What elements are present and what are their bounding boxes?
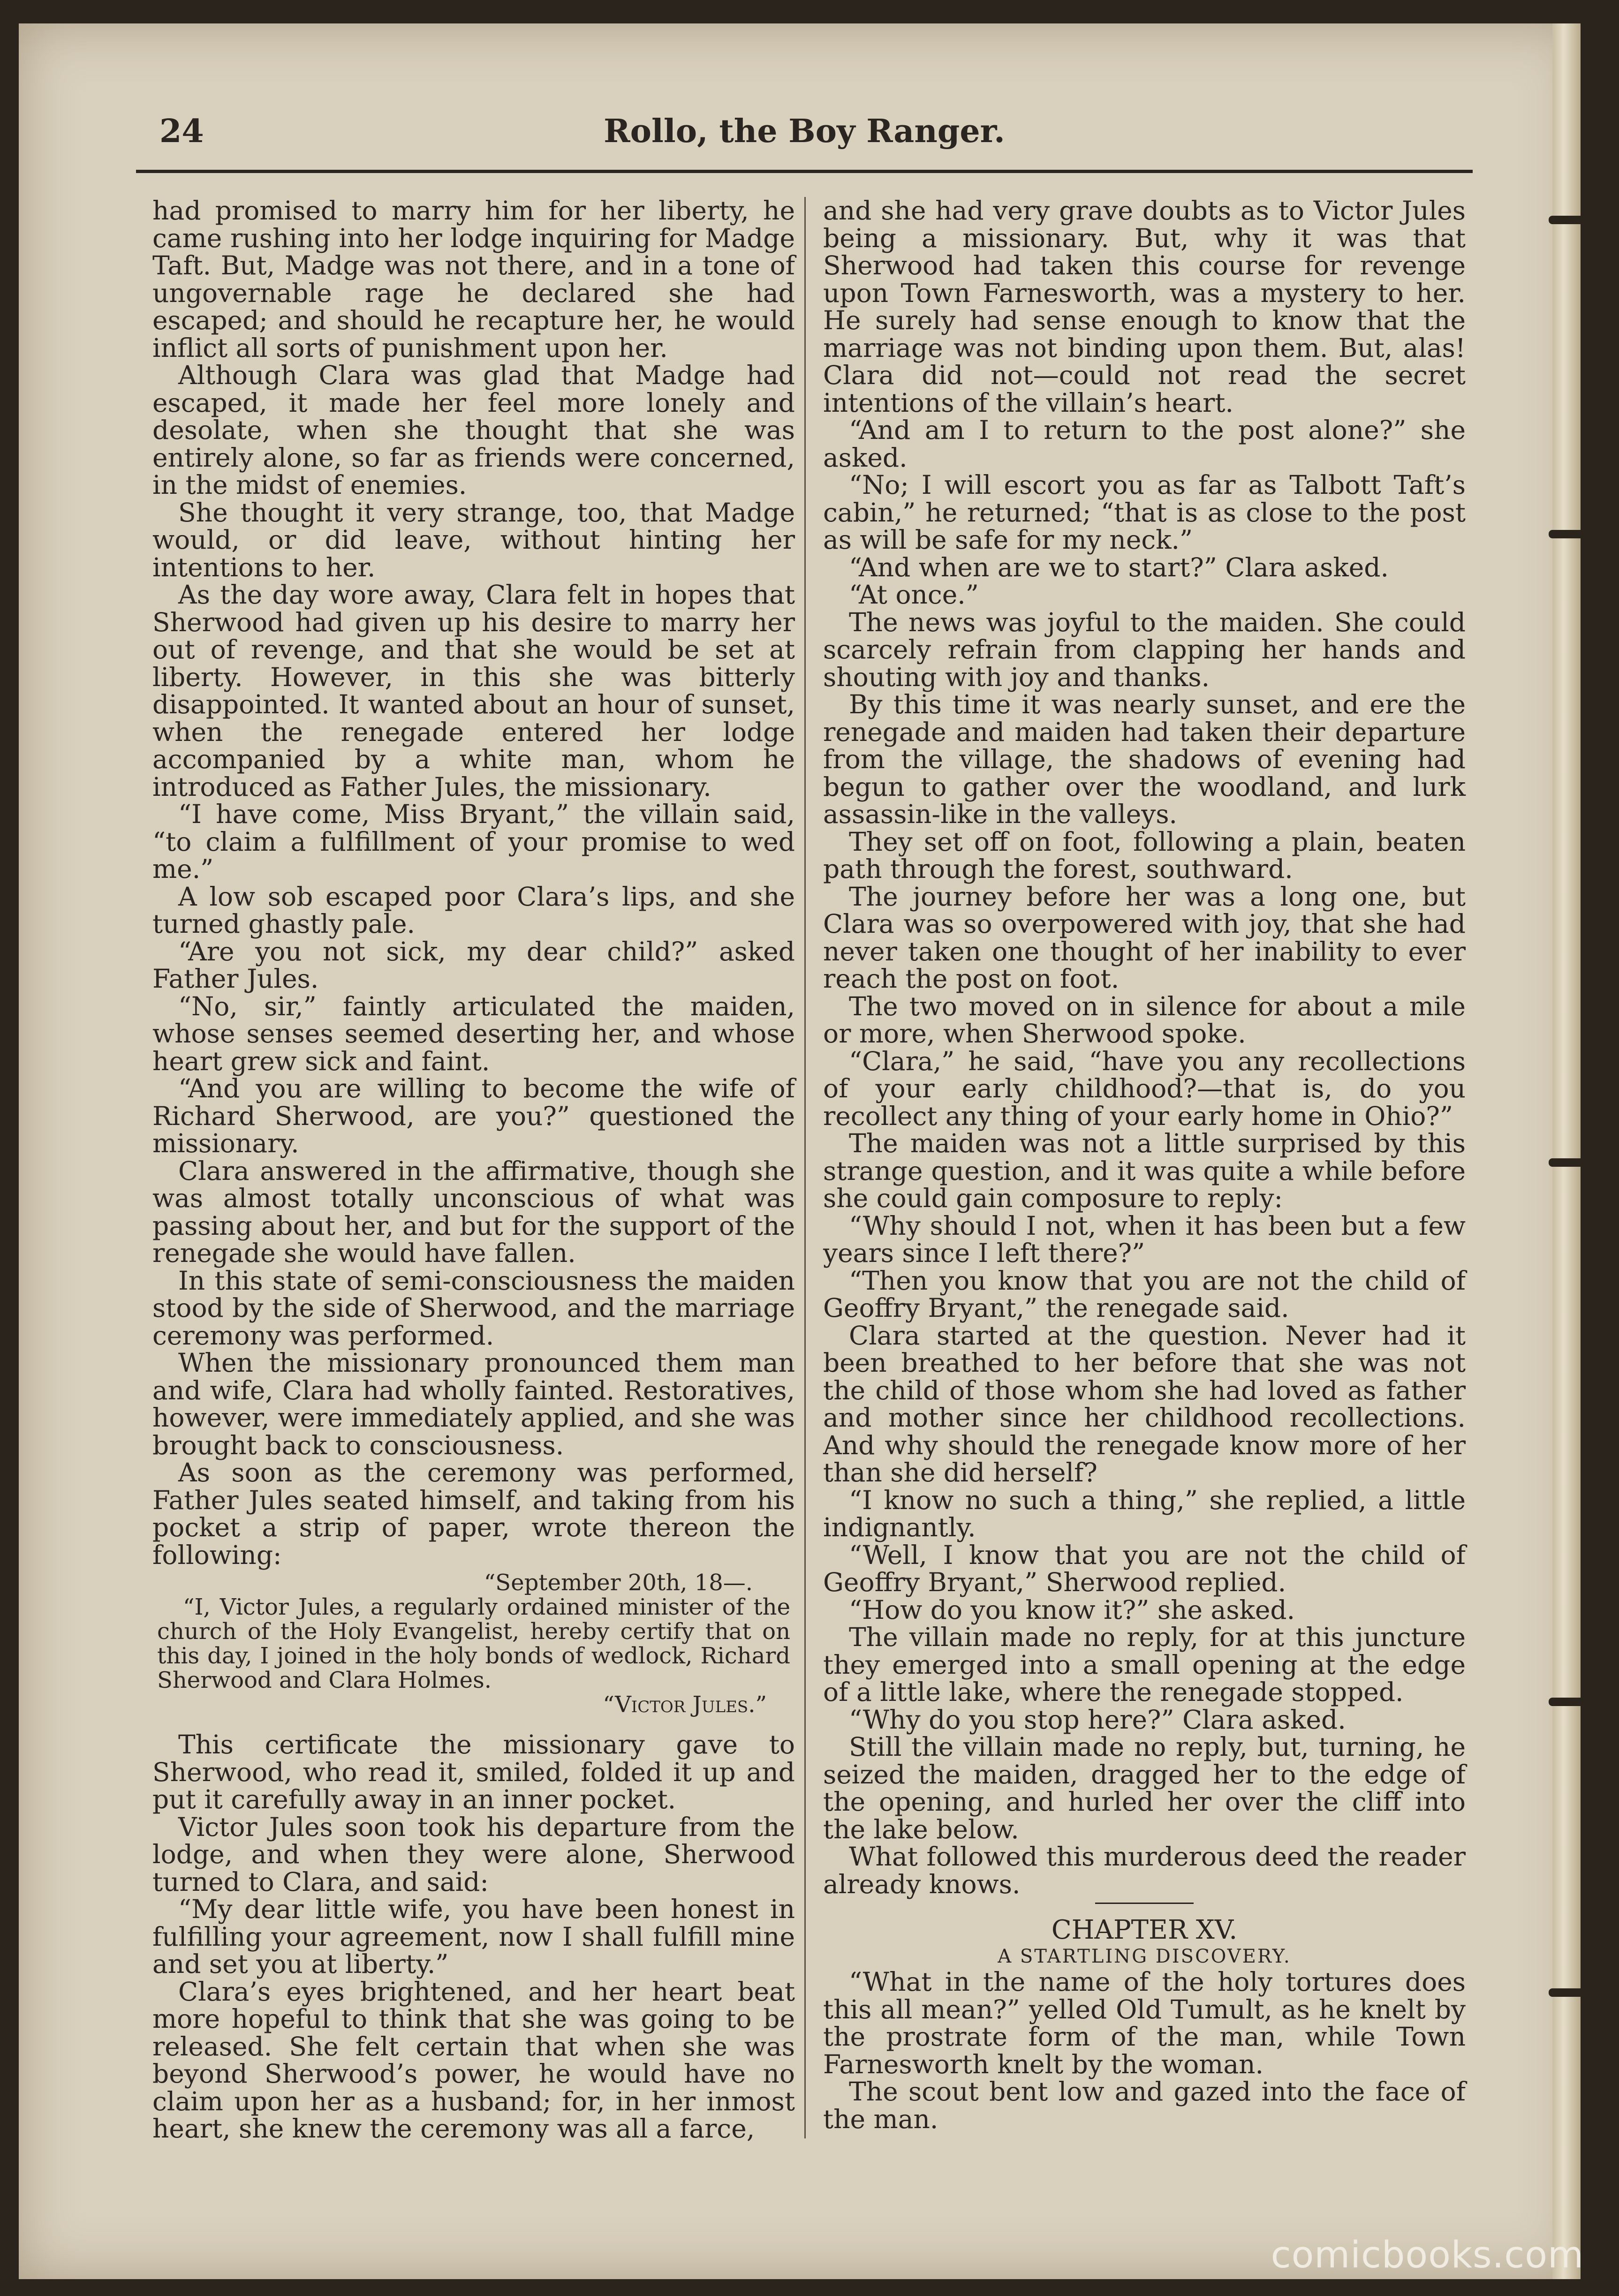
paragraph: “Well, I know that you are not the child of Geoffry Bryant,” Sherwood replied. xyxy=(823,1540,1466,1597)
chapter-subheading: A STARTLING DISCOVERY. xyxy=(998,1946,1291,1967)
paragraph: What followed this murderous deed the reader already knows. xyxy=(823,1842,1466,1899)
paragraph: The scout bent low and gazed into the face of the man. xyxy=(823,2077,1466,2134)
paragraph: “What in the name of the holy tortures does this all mean?” yelled Old Tumult, as he knelt by the prostrate form of the man, while Town Farnesworth knelt by the woman. xyxy=(823,1967,1466,2079)
paragraph: A low sob escaped poor Clara’s lips, and she turned ghastly pale. xyxy=(152,881,795,939)
paragraph: “And am I to return to the post alone?” she asked. xyxy=(823,415,1466,473)
header-rule xyxy=(136,170,1473,173)
section-rule xyxy=(1095,1903,1194,1904)
paragraph: By this time it was nearly sunset, and ere the renegade and maiden had taken their departure from the village, the shadows of evening had begun to gather over the woodland, and lurk assassin-like in the valleys. xyxy=(823,689,1466,829)
binding-staple xyxy=(1549,216,1586,224)
paragraph: “Clara,” he said, “have you any recollections of your early childhood?—that is, do you recollect any thing of your early home in Ohio?” xyxy=(823,1046,1466,1131)
paragraph: “How do you know it?” she asked. xyxy=(849,1594,1295,1625)
paragraph: The journey before her was a long one, but Clara was so overpowered with joy, that she had never taken one thought of her inability to ever reach the post on foot. xyxy=(823,881,1466,994)
paragraph: Victor Jules soon took his departure from the lodge, and when they were alone, Sherwood turned to Clara, and said: xyxy=(152,1812,795,1897)
running-title: Rollo, the Boy Ranger. xyxy=(604,113,1005,150)
paragraph: “My dear little wife, you have been honest in fulfilling your agreement, now I shall fulfill mine and set you at liberty.” xyxy=(152,1894,795,1979)
paragraph: They set off on foot, following a plain, beaten path through the forest, southward. xyxy=(823,826,1466,884)
paragraph: “And you are willing to become the wife of Richard Sherwood, are you?” questioned the missionary. xyxy=(152,1073,795,1158)
paragraph: The two moved on in silence for about a mile or more, when Sherwood spoke. xyxy=(823,991,1466,1049)
paragraph: “Then you know that you are not the child of Geoffry Bryant,” the renegade said. xyxy=(823,1265,1466,1323)
paragraph: Although Clara was glad that Madge had escaped, it made her feel more lonely and desolate, when she thought that she was entirely alone, so far as friends were concerned, in the midst of enemies. xyxy=(152,360,795,500)
binding-staple xyxy=(1549,1698,1586,1706)
paragraph: “Why should I not, when it has been but a few years since I left there?” xyxy=(823,1210,1466,1268)
right-column xyxy=(823,197,1466,2133)
certificate-signature: “Victor Jules.” xyxy=(603,1692,767,1718)
paragraph: The maiden was not a little surprised by this strange question, and it was quite a while before she could gain composure to reply: xyxy=(823,1128,1466,1213)
paragraph: “No, sir,” faintly articulated the maiden, whose senses seemed deserting her, and whose heart grew sick and faint. xyxy=(152,991,795,1076)
page-edge xyxy=(1552,23,1581,2279)
paragraph: had promised to marry him for her liberty, he came rushing into her lodge inquiring for Madge Taft. But, Madge was not there, and in a tone of ungovernable rage he declared she had escaped; and should he recapture her, he would inflict all sorts of punishment upon her. xyxy=(152,196,795,363)
column-divider xyxy=(804,197,806,2138)
paragraph: “And when are we to start?” Clara asked. xyxy=(849,552,1389,582)
binding-staple xyxy=(1549,530,1586,538)
paragraph: As soon as the ceremony was performed, Father Jules seated himself, and taking from his pocket a strip of paper, wrote thereon the following: xyxy=(152,1458,795,1570)
paragraph: “Are you not sick, my dear child?” asked Father Jules. xyxy=(152,936,795,994)
paragraph: “Why do you stop here?” Clara asked. xyxy=(849,1704,1346,1735)
paragraph: and she had very grave doubts as to Victor Jules being a missionary. But, why it was that Sherwood had taken this course for revenge upon Town Farnesworth, was a mystery to her. He surely had sense enough to know that the marriage was not binding upon them. But, alas! Clara did not—could not read the secret intentions of the villain’s heart. xyxy=(823,196,1466,418)
paragraph: “I know no such a thing,” she replied, a little indignantly. xyxy=(823,1485,1466,1542)
paragraph: This certificate the missionary gave to Sherwood, who read it, smiled, folded it up and put it carefully away in an inner pocket. xyxy=(152,1730,795,1814)
paragraph: The news was joyful to the maiden. She could scarcely refrain from clapping her hands and shouting with joy and thanks. xyxy=(823,607,1466,692)
binding-staple xyxy=(1549,1988,1586,1997)
paragraph: “No; I will escort you as far as Talbott Taft’s cabin,” he returned; “that is as close to the post as will be safe for my neck.” xyxy=(823,470,1466,555)
watermark: comicbooks.com xyxy=(1271,2234,1584,2276)
chapter-heading: CHAPTER XV. xyxy=(1051,1915,1238,1945)
certificate-date: “September 20th, 18—. xyxy=(484,1570,753,1596)
binding-staple xyxy=(1549,1158,1586,1167)
paragraph: Clara started at the question. Never had it been breathed to her before that she was not the child of those whom she had loved as father and mother since her childhood recollections. And why should the renegade know more of her than she did herself? xyxy=(823,1320,1466,1488)
paragraph: As the day wore away, Clara felt in hopes that Sherwood had given up his desire to marry her out of revenge, and that she would be set at liberty. However, in this she was bitterly disappointed. It wanted about an hour of sunset, when the renegade entered her lodge accompanied by a white man, whom he introduced as Father Jules, the missionary. xyxy=(152,580,795,802)
page-number: 24 xyxy=(159,113,204,150)
certificate-body: “I, Victor Jules, a regularly ordained minister of the church of the Holy Evangelist, hereby certify that on this day, I joined in the holy bonds of wedlock, Richard Sherwood and Clara Holmes. xyxy=(157,1594,790,1693)
paragraph: Clara’s eyes brightened, and her heart beat more hopeful to think that she was going to be released. She felt certain that when she was beyond Sherwood’s power, he would have no claim upon her as a husband; for, in her inmost heart, she knew the ceremony was all a farce, xyxy=(152,1976,795,2144)
paragraph: The villain made no reply, for at this juncture they emerged into a small opening at the edge of a little lake, where the renegade stopped. xyxy=(823,1622,1466,1707)
paragraph: “I have come, Miss Bryant,” the villain said, “to claim a fulfillment of your promise to wed me.” xyxy=(152,799,795,884)
paragraph: Still the villain made no reply, but, turning, he seized the maiden, dragged her to the edge of the opening, and hurled her over the cliff into the lake below. xyxy=(823,1732,1466,1844)
paragraph: She thought it very strange, too, that Madge would, or did leave, without hinting her intentions to her. xyxy=(152,497,795,582)
left-column xyxy=(152,197,795,2143)
paragraph: In this state of semi-consciousness the maiden stood by the side of Sherwood, and the marriage ceremony was performed. xyxy=(152,1265,795,1351)
paragraph: “At once.” xyxy=(849,580,979,610)
paragraph: When the missionary pronounced them man and wife, Clara had wholly fainted. Restoratives, however, were immediately applied, and she was brought back to consciousness. xyxy=(152,1348,795,1460)
page-header xyxy=(136,106,1473,157)
paragraph: Clara answered in the affirmative, though she was almost totally unconscious of what was passing about her, and but for the support of the renegade she would have fallen. xyxy=(152,1156,795,1268)
